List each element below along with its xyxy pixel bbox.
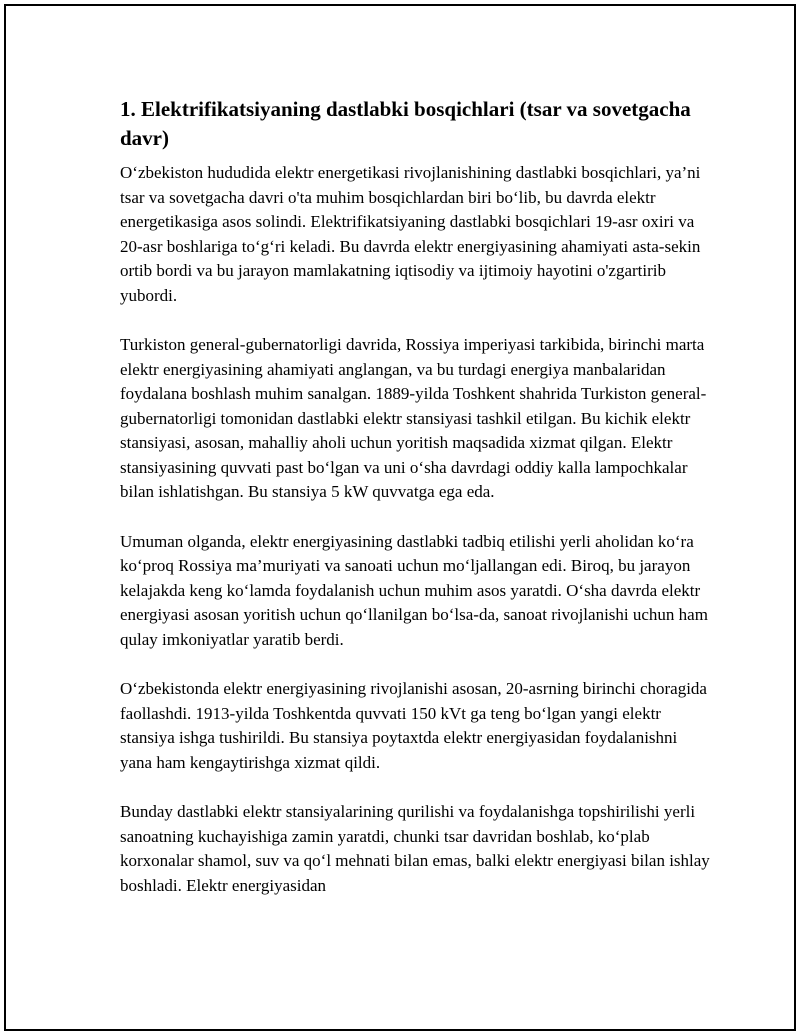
section-heading: 1. Elektrifikatsiyaning dastlabki bosqichlari (tsar va sovetgacha davr) [120,97,691,150]
paragraph-4: O‘zbekistonda elektr energiyasining rivojlanishi asosan, 20-asrning birinchi choragida faollashdi. 1913-yilda Toshkentda quvvati 150 kVt ga teng bo‘lgan yangi elektr stansiya ishga tushirildi. Bu stansiya poytaxtda elektr energiyasidan foydalanishni yana ham kengaytirishga xizmat qildi. [120,679,707,772]
paragraph-3: Umuman olganda, elektr energiyasining dastlabki tadbiq etilishi yerli aholidan ko‘ra ko‘proq Rossiya ma’muriyati va sanoati uchun mo‘ljallangan edi. Biroq, bu jarayon kelajakda keng ko‘lamda foydalanish uchun muhim asos yaratdi. O‘sha davrda elektr energiyasi asosan yoritish uchun qo‘llanilgan bo‘lsa-da, sanoat rivojlanishi uchun ham qulay imkoniyatlar yaratib berdi. [120,531,708,649]
paragraph-2: Turkiston general-gubernatorligi davrida, Rossiya imperiyasi tarkibida, birinchi marta elektr energiyasining ahamiyati anglangan, va bu turdagi energiya manbalaridan foydalana boshlash muhim sanalgan. 1889-yilda Toshkent shahrida Turkiston general-gubernatorligi tomonidan dastlabki elektr stansiyasi tashkil etilgan. Bu kichik elektr stansiyasi, asosan, mahalliy aholi uchun yoritish maqsadida xizmat qilgan. Elektr stansiyasining quvvati past bo‘lgan va uni o‘sha davrdagi oddiy kalla lampochkalar bilan ishlatishgan. Bu stansiya 5 kW quvvatga ega eda. [120,335,707,501]
document-page [4,4,796,1031]
document-body [120,95,710,923]
paragraph-5: Bunday dastlabki elektr stansiyalarining qurilishi va foydalanishga topshirilishi yerli sanoatning kuchayishiga zamin yaratdi, chunki tsar davridan boshlab, ko‘plab korxonalar shamol, suv va qo‘l mehnati bilan emas, balki elektr energiyasi bilan ishlay boshladi. Elektr energiyasidan [120,802,710,895]
paragraph-1: O‘zbekiston hududida elektr energetikasi rivojlanishining dastlabki bosqichlari, ya’ni tsar va sovetgacha davri o'ta muhim bosqichlardan biri bo‘lib, bu davrda elektr energetikasiga asos solindi. Elektrifikatsiyaning dastlabki bosqichlari 19-asr oxiri va 20-asr boshlariga to‘g‘ri keladi. Bu davrda elektr energiyasining ahamiyati asta-sekin ortib bordi va bu jarayon mamlakatning iqtisodiy va ijtimoiy hayotini o'zgartirib yubordi. [120,163,701,305]
